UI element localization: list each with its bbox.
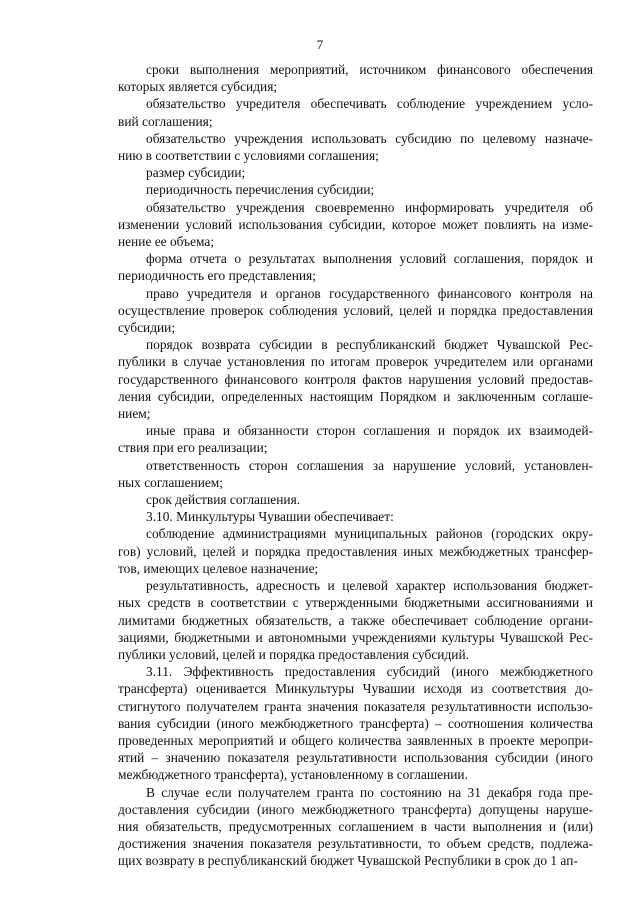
paragraph bbox=[118, 250, 593, 284]
paragraph bbox=[118, 336, 593, 422]
text-line: периодичность перечисления субсидии; bbox=[146, 182, 375, 198]
text-line: щих возврату в республиканский бюджет Чувашской Республики в срок до 1 ап- bbox=[118, 853, 578, 869]
text-line: ления субсидии, определенных настоящим Порядком и заключенным соглаше- bbox=[118, 388, 593, 404]
paragraph bbox=[118, 61, 593, 95]
paragraph bbox=[118, 181, 593, 198]
paragraph bbox=[118, 784, 593, 870]
text-line: В случае если получателем гранта по состоянию на 31 декабря года пре- bbox=[146, 784, 593, 800]
text-line: которых является субсидия; bbox=[118, 79, 278, 95]
text-line: публики в случае установления по итогам проверок учредителем или органами bbox=[118, 354, 593, 370]
text-line: государственного финансового контроля фактов нарушения условий предостав- bbox=[118, 371, 593, 387]
page-number: 7 bbox=[316, 37, 324, 52]
text-line: лимитами бюджетных обязательств, а также обеспечивает соблюдение органи- bbox=[118, 612, 593, 628]
text-line: сроки выполнения мероприятий, источником финансового обеспечения bbox=[146, 62, 593, 77]
text-line: срок действия соглашения. bbox=[146, 492, 301, 508]
text-line: право учредителя и органов государственного финансового контроля на bbox=[146, 285, 593, 301]
text-line: обязательство учредителя обеспечивать соблюдение учреждением усло- bbox=[146, 96, 593, 112]
paragraph bbox=[118, 577, 593, 663]
paragraph bbox=[118, 663, 593, 783]
text-line: тов, имеющих целевое назначение; bbox=[118, 560, 319, 576]
paragraph bbox=[118, 95, 593, 129]
text-line: проведенных мероприятий и общего количества заявленных в проекте меропри- bbox=[118, 732, 593, 748]
text-line: периодичность его представления; bbox=[118, 268, 316, 284]
text-line: ния обязательств, предусмотренных соглашением в части выполнения и (или) bbox=[118, 818, 593, 834]
paragraph bbox=[118, 508, 593, 525]
paragraph bbox=[118, 422, 593, 456]
text-line: ствия при его реализации; bbox=[118, 440, 268, 456]
text-line: нием; bbox=[118, 406, 151, 422]
text-line: обязательство учреждения использовать субсидию по целевому назначе- bbox=[146, 130, 593, 146]
text-line: ных средств в соответствии с утвержденными бюджетными ассигнованиями и bbox=[118, 595, 593, 611]
text-line: зациями, бюджетными и автономными учреждениями культуры Чувашской Рес- bbox=[118, 629, 593, 645]
text-line: иные права и обязанности сторон соглашения и порядок их взаимодей- bbox=[146, 423, 593, 439]
text-line: 3.11. Эффективность предоставления субсидий (иного межбюджетного bbox=[146, 664, 593, 680]
paragraph bbox=[118, 130, 593, 164]
text-line: вий соглашения; bbox=[118, 113, 213, 129]
text-line: результативность, адресность и целевой характер использования бюджет- bbox=[146, 578, 593, 594]
text-line: субсидии; bbox=[118, 320, 176, 336]
text-line: межбюджетного трансферта), установленному в соглашении. bbox=[118, 767, 468, 783]
text-line: ответственность сторон соглашения за нарушение условий, установлен- bbox=[146, 457, 593, 473]
paragraph bbox=[118, 164, 593, 181]
text-line: доставления субсидии (иного межбюджетного трансферта) допущены наруше- bbox=[118, 801, 593, 817]
text-line: 3.10. Минкультуры Чувашии обеспечивает: bbox=[146, 509, 394, 525]
text-line: гов) условий, целей и порядка предоставления иных межбюджетных трансфер- bbox=[118, 543, 593, 559]
paragraph bbox=[118, 199, 593, 251]
text-line: трансферта) оценивается Минкультуры Чувашии исходя из соответствия до- bbox=[118, 681, 593, 697]
text-line: вания субсидии (иного межбюджетного трансферта) – соотношения количества bbox=[118, 715, 593, 731]
paragraph bbox=[118, 525, 593, 577]
text-line: соблюдение администрациями муниципальных районов (городских окру- bbox=[146, 526, 593, 542]
text-line: обязательство учреждения своевременно информировать учредителя об bbox=[146, 199, 593, 215]
text-line: публики условий, целей и порядка предоставления субсидий. bbox=[118, 646, 469, 662]
text-line: нию в соответствии с условиями соглашения; bbox=[118, 148, 379, 164]
text-line: порядок возврата субсидии в республиканский бюджет Чувашской Рес- bbox=[146, 337, 593, 353]
text-line: изменении условий использования субсидии, которое может повлиять на изме- bbox=[118, 216, 593, 232]
paragraph bbox=[118, 457, 593, 491]
text-line: ятий – значению показателя результативности использования субсидии (иного bbox=[118, 750, 593, 766]
text-line: ных соглашением; bbox=[118, 474, 224, 490]
text-line: осуществление проверок соблюдения условий, целей и порядка предоставления bbox=[118, 302, 593, 318]
text-line: достижения значения показателя результативности, то объем средств, подлежа- bbox=[118, 836, 593, 852]
text-line: стигнутого получателем гранта значения показателя результативности использо- bbox=[118, 698, 593, 714]
paragraph bbox=[118, 491, 593, 508]
text-line: форма отчета о результатах выполнения условий соглашения, порядок и bbox=[146, 251, 593, 267]
document-body bbox=[118, 61, 593, 870]
paragraph bbox=[118, 285, 593, 337]
text-line: нение ее объема; bbox=[118, 234, 215, 250]
text-line: размер субсидии; bbox=[146, 165, 246, 181]
